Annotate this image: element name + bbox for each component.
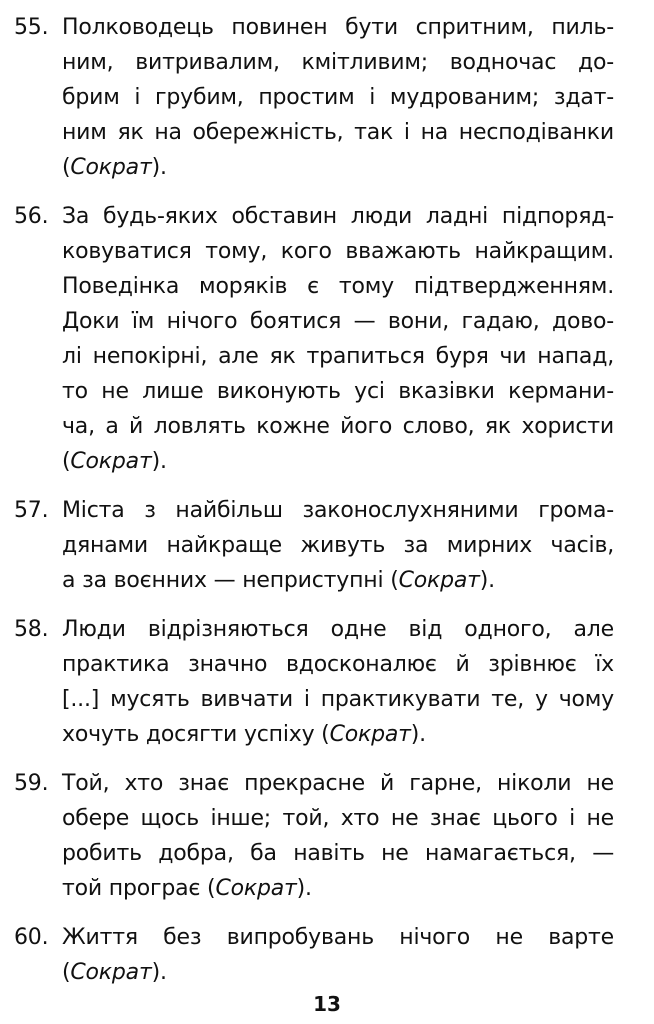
quote-last-suffix: ). <box>151 449 167 474</box>
quote-line: Доки їм нічого боятися — вони, гадаю, дово- <box>62 309 614 334</box>
quote-number: 56. <box>14 204 49 229</box>
quote-item <box>14 612 614 752</box>
quote-item <box>14 493 614 598</box>
quote-last-prefix: ( <box>62 960 71 985</box>
quote-list <box>14 10 614 1004</box>
quote-text <box>62 612 614 752</box>
quote-line: ним як на обережність, так і на несподіванки <box>62 120 614 145</box>
quote-line: Життя без випробувань нічого не варте <box>62 925 614 950</box>
quote-author: Сократ <box>329 722 411 747</box>
quote-last-prefix: ( <box>62 449 71 474</box>
page-number: 13 <box>313 992 341 1016</box>
quote-text <box>62 766 614 906</box>
quote-item <box>14 766 614 906</box>
quote-number: 59. <box>14 771 49 796</box>
quote-line: Полководець повинен бути спритним, пиль- <box>62 15 614 40</box>
quote-line: Люди відрізняються одне від одного, але <box>62 617 614 642</box>
quote-author: Сократ <box>398 568 480 593</box>
quote-number: 55. <box>14 15 49 40</box>
quote-author: Сократ <box>70 155 152 180</box>
quote-last-line <box>62 150 614 185</box>
quote-line: практика значно вдосконалює й зрівнює їх <box>62 652 614 677</box>
quote-line: ковуватися тому, кого вважають найкращим. <box>62 239 614 264</box>
quote-text <box>62 10 614 185</box>
quote-line: Поведінка моряків є тому підтвердженням. <box>62 274 614 299</box>
quote-line: ним, витривалим, кмітливим; водночас до- <box>62 50 614 75</box>
quote-last-prefix: хочуть досягти успіху ( <box>62 722 330 747</box>
quote-last-line <box>62 444 614 479</box>
quote-line: брим і грубим, простим і мудрованим; здат- <box>62 85 614 110</box>
quote-line: то не лише виконують усі вказівки кермани- <box>62 379 614 404</box>
quote-number: 57. <box>14 498 49 523</box>
quote-last-line <box>62 717 614 752</box>
quote-number: 58. <box>14 617 49 642</box>
quote-last-suffix: ). <box>151 960 167 985</box>
quote-last-suffix: ). <box>151 155 167 180</box>
quote-line: [...] мусять вивчати і практикувати те, у чому <box>62 687 614 712</box>
quote-last-line <box>62 955 614 990</box>
quote-last-prefix: той програє ( <box>62 876 216 901</box>
quote-line: Той, хто знає прекрасне й гарне, ніколи не <box>62 771 614 796</box>
quote-line: За будь-яких обставин люди ладні підпоряд- <box>62 204 614 229</box>
quote-text <box>62 920 614 990</box>
quote-line: ча, а й ловлять кожне його слово, як хористи <box>62 414 614 439</box>
quote-author: Сократ <box>215 876 297 901</box>
quote-item <box>14 920 614 990</box>
quote-last-suffix: ). <box>479 568 495 593</box>
quote-last-suffix: ). <box>410 722 426 747</box>
quote-last-line <box>62 563 614 598</box>
quote-text <box>62 493 614 598</box>
quote-last-prefix: ( <box>62 155 71 180</box>
quote-line: обере щось інше; той, хто не знає цього і не <box>62 806 614 831</box>
quote-item <box>14 199 614 479</box>
quote-text <box>62 199 614 479</box>
quote-number: 60. <box>14 925 49 950</box>
quote-last-prefix: а за воєнних — неприступні ( <box>62 568 399 593</box>
quote-author: Сократ <box>70 449 152 474</box>
quote-author: Сократ <box>70 960 152 985</box>
quote-line: лі непокірні, але як трапиться буря чи напад, <box>62 344 614 369</box>
quote-last-suffix: ). <box>296 876 312 901</box>
quote-line: робить добра, ба навіть не намагається, — <box>62 841 614 866</box>
quote-item <box>14 10 614 185</box>
quote-last-line <box>62 871 614 906</box>
quote-line: Міста з найбільш законослухняними грома- <box>62 498 614 523</box>
quote-line: дянами найкраще живуть за мирних часів, <box>62 533 614 558</box>
